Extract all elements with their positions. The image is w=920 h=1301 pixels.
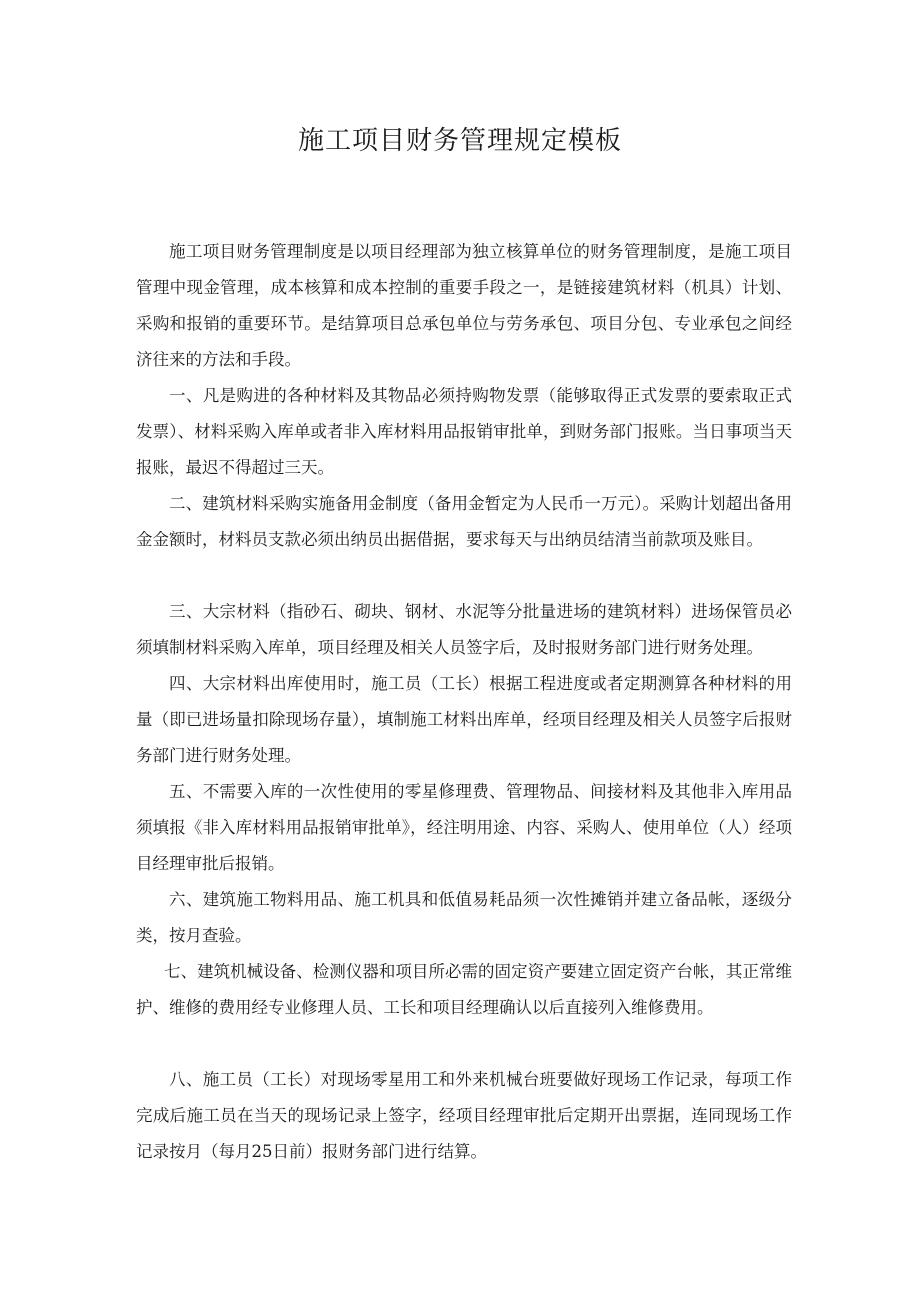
clause-4: 四、大宗材料出库使用时，施工员（工长）根据工程进度或者定期测算各种材料的用量（即已进场量扣除现场存量），填制施工材料出库单，经项目经理及相关人员签字后报财务部门进行财务处理。 (136, 674, 792, 765)
clause-6: 六、建筑施工物料用品、施工机具和低值易耗品须一次性摊销并建立备品帐，逐级分类，按月查验。 (136, 890, 792, 945)
intro-paragraph: 施工项目财务管理制度是以项目经理部为独立核算单位的财务管理制度，是施工项目管理中现金管理，成本核算和成本控制的重要手段之一，是链接建筑材料（机具）计划、采购和报销的重要环节。是结算项目总承包单位与劳务承包、项目分包、专业承包之间经济往来的方法和手段。 (136, 242, 792, 369)
clause-8: 八、施工员（工长）对现场零星用工和外来机械台班要做好现场工作记录，每项工作完成后施工员在当天的现场记录上签字，经项目经理审批后定期开出票据，连同现场工作记录按月（每月25日前）报财务部门进行结算。 (136, 1070, 792, 1161)
clause-1: 一、凡是购进的各种材料及其物品必须持购物发票（能够取得正式发票的要索取正式发票）、材料采购入库单或者非入库材料用品报销审批单，到财务部门报账。当日事项当天报账，最迟不得超过三天。 (136, 386, 792, 477)
clause-7: 七、建筑机械设备、检测仪器和项目所必需的固定资产要建立固定资产台帐，其正常维护、维修的费用经专业修理人员、工长和项目经理确认以后直接列入维修费用。 (136, 962, 792, 1017)
document-title: 施工项目财务管理规定模板 (297, 126, 622, 156)
clause-3: 三、大宗材料（指砂石、砌块、钢材、水泥等分批量进场的建筑材料）进场保管员必须填制材料采购入库单，项目经理及相关人员签字后，及时报财务部门进行财务处理。 (136, 602, 792, 657)
clause-5: 五、不需要入库的一次性使用的零星修理费、管理物品、间接材料及其他非入库用品须填报《非入库材料用品报销审批单》，经注明用途、内容、采购人、使用单位（人）经项目经理审批后报销。 (136, 782, 792, 873)
clause-2: 二、建筑材料采购实施备用金制度（备用金暂定为人民币一万元）。采购计划超出备用金金额时，材料员支款必须出纳员出据借据，要求每天与出纳员结清当前款项及账目。 (136, 494, 792, 549)
